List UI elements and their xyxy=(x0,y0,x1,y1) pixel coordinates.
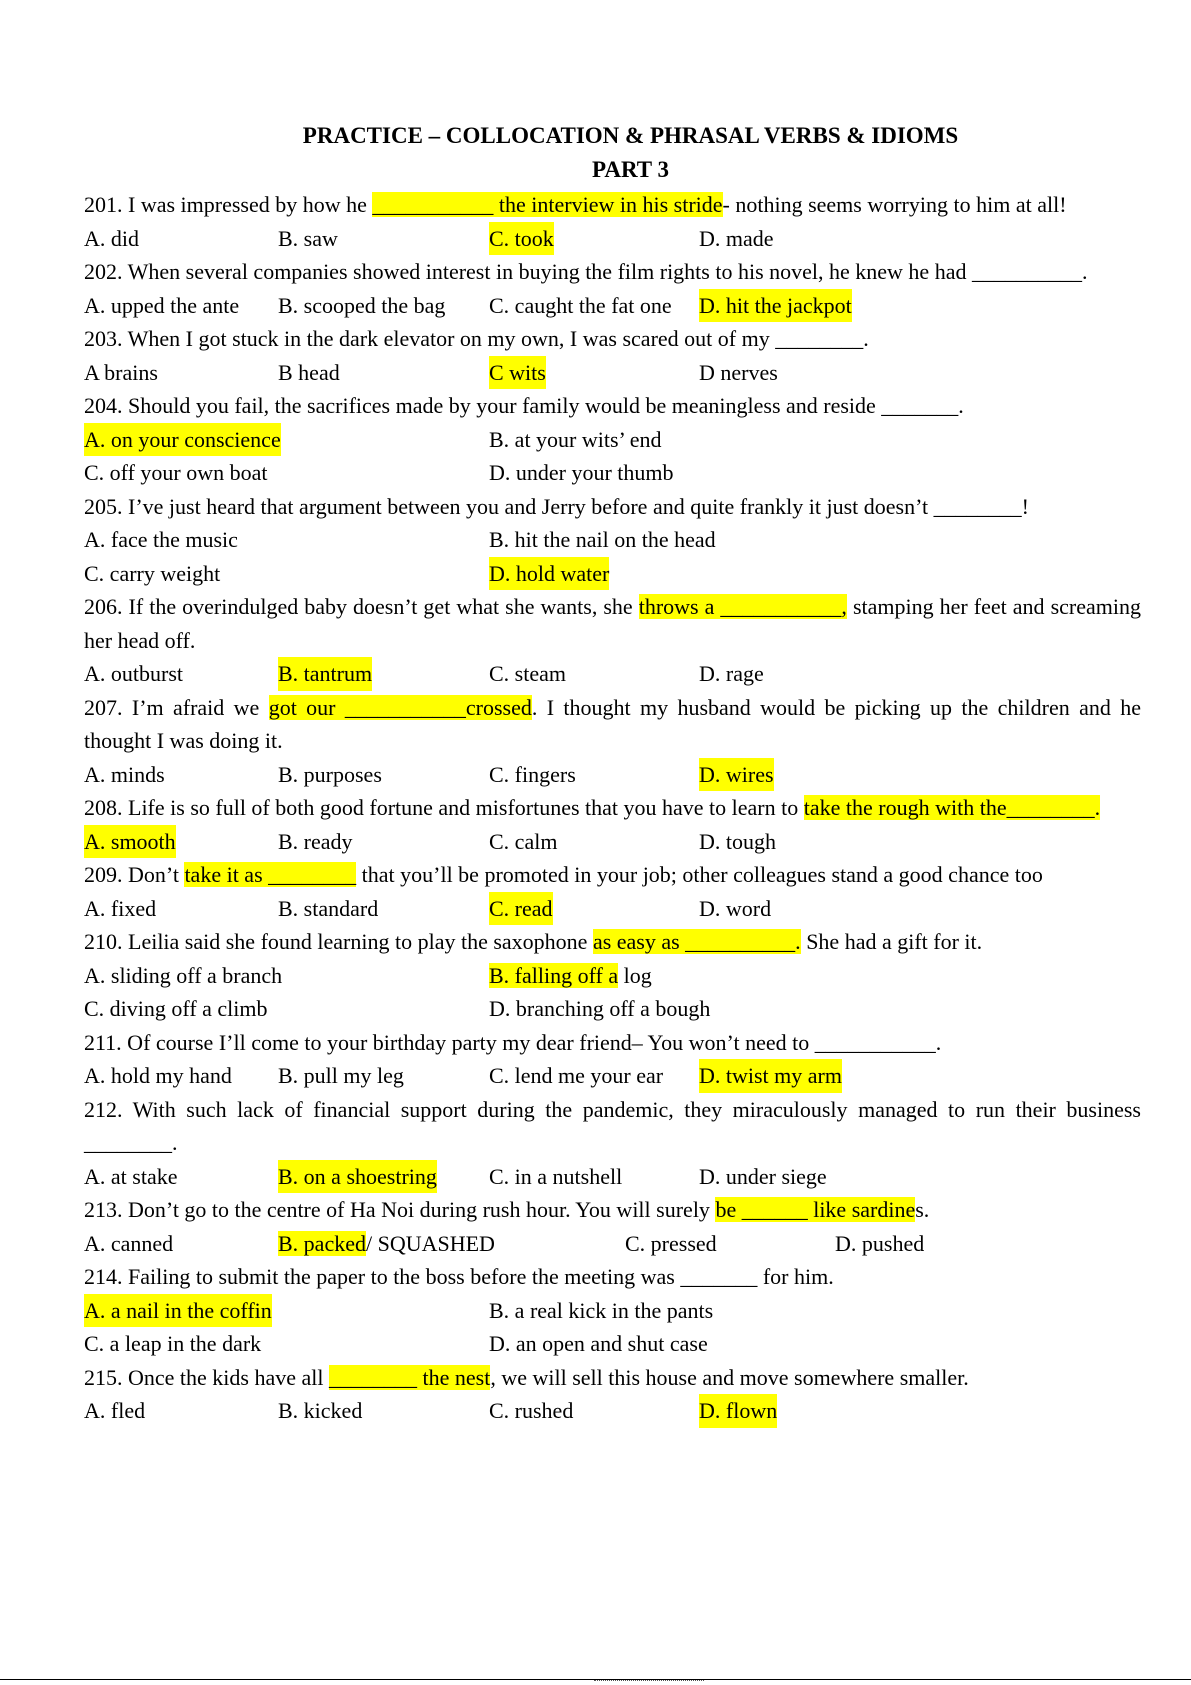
option-b-answer: B. tantrum xyxy=(278,657,372,691)
question-206: 206. If the overindulged baby doesn’t get what she wants, she throws a ___________, stamping her feet and screaming her head off. xyxy=(84,594,1141,653)
option-a: A. outburst xyxy=(84,661,183,686)
question-202: 202. When several companies showed interest in buying the film rights to his novel, he knew he had __________. xyxy=(84,259,1088,284)
options-207 xyxy=(84,758,1141,792)
option-d: D. branching off a bough xyxy=(489,996,711,1021)
option-a: A. minds xyxy=(84,761,165,787)
option-a: A. sliding off a branch xyxy=(84,962,283,988)
options-209 xyxy=(84,892,1141,926)
option-b: B head xyxy=(278,359,340,385)
highlight: be ______ like sardine xyxy=(715,1197,916,1222)
options-204-row2 xyxy=(84,456,1141,490)
option-c: C. in a nutshell xyxy=(489,1163,623,1189)
option-d-answer: D. hold water xyxy=(489,557,609,591)
option-b: B. kicked xyxy=(278,1398,363,1423)
options-203 xyxy=(84,356,1141,390)
option-a: A. fixed xyxy=(84,895,157,921)
option-d: D. under siege xyxy=(699,1163,827,1189)
options-201 xyxy=(84,222,1141,256)
options-212 xyxy=(84,1160,1141,1194)
option-d: D. an open and shut case xyxy=(489,1331,708,1356)
option-a: A. fled xyxy=(84,1398,146,1423)
options-208 xyxy=(84,825,1141,859)
option-b: B. ready xyxy=(278,828,353,854)
option-b: B. standard xyxy=(278,895,379,921)
highlight: got our ___________crossed xyxy=(268,694,532,720)
option-c: C. off your own boat xyxy=(84,460,268,485)
option-b: B. pull my leg xyxy=(278,1063,404,1088)
options-211 xyxy=(84,1059,1141,1093)
option-b-answer: B. packed/ SQUASHED xyxy=(278,1230,495,1256)
option-d: D. pushed xyxy=(835,1230,925,1256)
highlight: ___________ the interview in his stride xyxy=(372,192,723,217)
options-205-row1 xyxy=(84,523,1141,557)
highlight: ________ the nest xyxy=(329,1364,491,1390)
options-204-row1 xyxy=(84,423,1141,457)
question-211: 211. Of course I’ll come to your birthday party my dear friend– You won’t need to ___________. xyxy=(84,1029,942,1055)
option-c: C. carry weight xyxy=(84,560,221,586)
options-210-row2 xyxy=(84,992,1141,1026)
option-d-answer: D. wires xyxy=(699,758,774,792)
option-d: D. word xyxy=(699,895,772,921)
option-d: D. rage xyxy=(699,661,764,686)
option-a: A. face the music xyxy=(84,527,238,552)
options-206 xyxy=(84,657,1141,691)
option-d: D. under your thumb xyxy=(489,460,674,485)
option-a: A. upped the ante xyxy=(84,292,240,318)
option-a-answer: A. smooth xyxy=(84,825,176,859)
option-c: C. lend me your ear xyxy=(489,1063,664,1088)
option-b: B. at your wits’ end xyxy=(489,426,662,452)
option-d: D. tough xyxy=(699,828,776,854)
options-214-row1 xyxy=(84,1294,1141,1328)
question-208: 208. Life is so full of both good fortune and misfortunes that you have to learn to take the rough with the________. xyxy=(84,795,1101,820)
options-214-row2 xyxy=(84,1327,1141,1361)
options-210-row1 xyxy=(84,959,1141,993)
option-d: D nerves xyxy=(699,359,778,385)
question-213: 213. Don’t go to the centre of Ha Noi during rush hour. You will surely be ______ like sardines. xyxy=(84,1197,930,1222)
option-a: A brains xyxy=(84,359,158,385)
option-d-answer: D. twist my arm xyxy=(699,1059,842,1093)
option-c: C. rushed xyxy=(489,1398,574,1423)
option-c-answer: C wits xyxy=(489,356,546,390)
option-b-answer: B. falling off a log xyxy=(489,962,652,988)
option-d-answer: D. hit the jackpot xyxy=(699,289,852,323)
option-c: C. steam xyxy=(489,661,566,686)
question-201: 201. I was impressed by how he ___________ the interview in his stride- nothing seems worrying to him at all! xyxy=(84,192,1067,217)
option-c: C. diving off a climb xyxy=(84,996,268,1021)
question-210: 210. Leilia said she found learning to play the saxophone as easy as __________. She had a gift for it. xyxy=(84,929,983,954)
question-207: 207. I’m afraid we got our ___________crossed. I thought my husband would be picking up the children and he thought I was doing it. xyxy=(84,694,1141,753)
option-c-answer: C. read xyxy=(489,892,553,926)
option-a: A. did xyxy=(84,225,139,251)
options-213 xyxy=(84,1227,1141,1261)
options-205-row2 xyxy=(84,557,1141,591)
question-212: 212. With such lack of financial support during the pandemic, they miraculously managed to run their business ________. xyxy=(84,1096,1141,1155)
highlight: as easy as __________. xyxy=(592,929,801,954)
question-214: 214. Failing to submit the paper to the boss before the meeting was _______ for him. xyxy=(84,1264,834,1289)
option-d-answer: D. flown xyxy=(699,1394,777,1428)
option-c: C. fingers xyxy=(489,761,576,787)
highlight: take it as ________ xyxy=(184,862,357,887)
option-c: C. a leap in the dark xyxy=(84,1331,262,1356)
option-a-answer: A. on your conscience xyxy=(84,423,281,457)
option-c: C. calm xyxy=(489,828,558,854)
option-b-answer: B. on a shoestring xyxy=(278,1160,437,1194)
option-a: A. canned xyxy=(84,1230,174,1256)
options-215 xyxy=(84,1394,1141,1428)
highlight: take the rough with the________. xyxy=(803,795,1101,820)
option-a: A. at stake xyxy=(84,1163,178,1189)
option-a: A. hold my hand xyxy=(84,1063,232,1088)
question-204: 204. Should you fail, the sacrifices made by your family would be meaningless and reside _______. xyxy=(84,393,964,418)
option-b: B. purposes xyxy=(278,761,382,787)
question-215: 215. Once the kids have all ________ the nest, we will sell this house and move somewhere smaller. xyxy=(84,1364,969,1390)
option-d: D. made xyxy=(699,225,774,251)
option-a-answer: A. a nail in the coffin xyxy=(84,1294,272,1328)
option-c: C. pressed xyxy=(625,1230,717,1256)
question-209: 209. Don’t take it as ________ that you’ll be promoted in your job; other colleagues stand a good chance too xyxy=(84,862,1043,887)
highlight: throws a ___________, xyxy=(638,594,847,619)
option-b: B. hit the nail on the head xyxy=(489,527,716,552)
footer-dotted-line xyxy=(594,1680,704,1682)
page-title: PRACTICE – COLLOCATION & PHRASAL VERBS & IDIOMS xyxy=(302,123,959,148)
page-subtitle: PART 3 xyxy=(592,157,669,182)
option-b: B. scooped the bag xyxy=(278,292,446,318)
question-205: 205. I’ve just heard that argument between you and Jerry before and quite frankly it just doesn’t ________! xyxy=(84,493,1029,519)
option-b: B. saw xyxy=(278,225,338,251)
options-202 xyxy=(84,289,1141,323)
option-c-answer: C. took xyxy=(489,222,554,256)
document-content xyxy=(84,119,1141,1428)
option-c: C. caught the fat one xyxy=(489,292,672,318)
option-b: B. a real kick in the pants xyxy=(489,1297,714,1323)
question-203: 203. When I got stuck in the dark elevator on my own, I was scared out of my ________. xyxy=(84,326,869,351)
